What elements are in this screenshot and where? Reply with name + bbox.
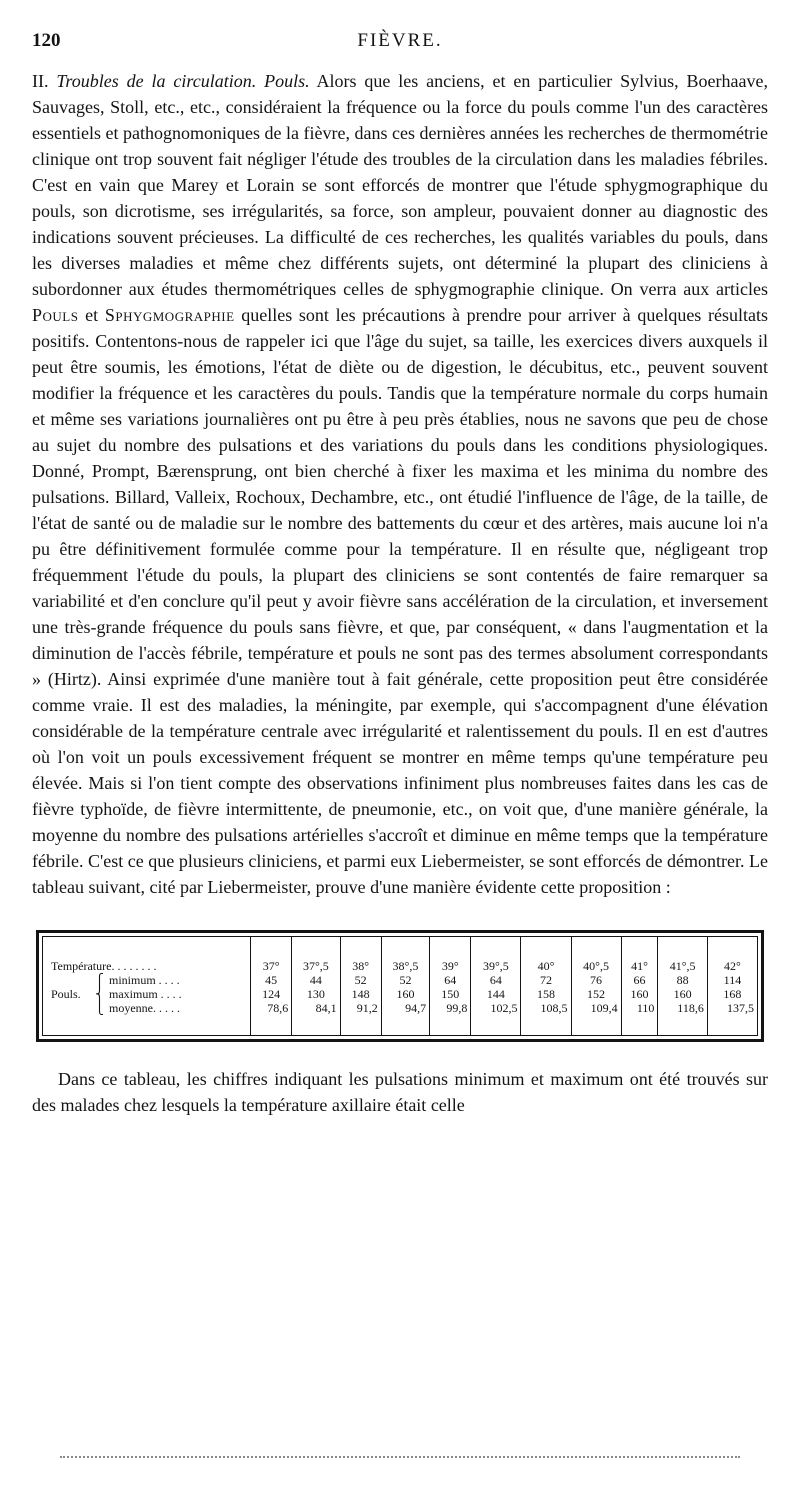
running-header [32, 30, 768, 54]
table-cell: 41° [621, 937, 658, 974]
table-cell: 64 [471, 973, 521, 987]
table-cell: 158 [521, 987, 571, 1001]
table-cell: 88 [658, 973, 707, 987]
table-cell: 168 [707, 987, 757, 1001]
text-segment: et [78, 305, 105, 325]
table-cell: 39°,5 [471, 937, 521, 974]
table-cell: 160 [381, 987, 429, 1001]
table-cell: 102,5 [471, 1001, 521, 1036]
table-cell: 72 [521, 973, 571, 987]
table-cell: 66 [621, 973, 658, 987]
table-cell: 52 [381, 973, 429, 987]
row-moyenne [43, 1001, 758, 1036]
section-title: Troubles de la circulation. Pouls. [56, 71, 310, 91]
cross-reference-pouls: Pouls [32, 305, 79, 325]
table-cell: 38° [340, 937, 381, 974]
row-maximum [43, 987, 758, 1001]
table-cell: 37° [251, 937, 292, 974]
table-cell: 160 [658, 987, 707, 1001]
table-cell: 40° [521, 937, 571, 974]
cross-reference-sphygmographie: Sphygmographie [104, 305, 235, 325]
table-cell: 118,6 [658, 1001, 707, 1036]
page-number: 120 [32, 30, 61, 51]
table-cell: 148 [340, 987, 381, 1001]
table-cell: 124 [251, 987, 292, 1001]
table-cell: 152 [571, 987, 621, 1001]
table-cell: 91,2 [340, 1001, 381, 1036]
table-cell: 39° [430, 937, 471, 974]
section-number: II. [32, 71, 49, 91]
temperature-pulse-table [42, 936, 758, 1036]
table-cell: 144 [471, 987, 521, 1001]
table-cell: 130 [292, 987, 340, 1001]
table-cell: 38°,5 [381, 937, 429, 974]
table-cell: 37°,5 [292, 937, 340, 974]
table-cell: 41°,5 [658, 937, 707, 974]
table-cell: 44 [292, 973, 340, 987]
row-label: ⎩ moyenne. . . . . [95, 1001, 180, 1015]
row-label: Température. . . . . . . . [51, 959, 157, 973]
table-cell: 99,8 [430, 1001, 471, 1036]
table-cell: 76 [571, 973, 621, 987]
table-cell: 84,1 [292, 1001, 340, 1036]
table-cell: 42° [707, 937, 757, 974]
table-cell: 110 [621, 1001, 658, 1036]
table-cell: 114 [707, 973, 757, 987]
table-cell: 40°,5 [571, 937, 621, 974]
table-cell: 109,4 [571, 1001, 621, 1036]
page-footer-rule [60, 1456, 740, 1458]
text-segment: Alors que les anciens, et en particulier Sylvius, Boerhaave, Sauvages, Stoll, etc., etc., considéraient la fréquence ou la force du pouls comme l'un des caractères essentiels et pathognomoniques de la fièvre, dans ces dernières années les recherches de thermométrie clinique ont trop souvent fait négliger l'étude des troubles de la circulation dans les maladies fébriles. C'est en vain que Marey et Lorain se sont efforcés de montrer que l'étude sphygmographique du pouls, son dicrotisme, ses irrégularités, sa force, son ampleur, pouvaient donner au diagnostic des indications souvent précieuses. La difficulté de ces recherches, les qualités variables du pouls, dans les diverses maladies et même chez différents sujets, ont déterminé la plupart des cliniciens à subordonner aux études thermométriques celles de sphygmographie clinique. On verra aux articles [32, 71, 768, 299]
table-cell: 137,5 [707, 1001, 757, 1036]
running-head: FIÈVRE. [357, 30, 443, 51]
table-cell: 78,6 [251, 1001, 292, 1036]
text-segment: quelles sont les précautions à prendre pour arriver à quelques résultats positifs. Contentons-nous de rappeler ici que l'âge du sujet, sa taille, les exercices divers auxquels il peut être soumis, les émotions, l'état de diète ou de digestion, le décubitus, etc., peuvent souvent modifier la fréquence et les caractères du pouls. Tandis que la température normale du corps humain et même ses variations journalières ont pu être à peu près établies, nous ne savons que peu de chose au sujet du nombre des pulsations et des variations du pouls dans les conditions physiologiques. Donné, Prompt, Bærensprung, ont bien cherché à fixer les maxima et les minima du nombre des pulsations. Billard, Valleix, Rochoux, Dechambre, etc., ont étudié l'influence de l'âge, de la taille, de l'état de santé ou de maladie sur le nombre des battements du cœur et des artères, mais aucune loi n'a pu être définitivement formulée comme pour la température. Il en résulte que, négligeant trop fréquemment l'étude du pouls, la plupart des cliniciens se sont contentés de faire remarquer sa variabilité et d'en conclure qu'il peut y avoir fièvre sans accélération de la circulation, et inversement une très-grande fréquence du pouls sans fièvre, et que, par conséquent, « dans l'augmentation et la diminution de l'accès fébrile, température et pouls ne sont pas des termes absolument correspondants » (Hirtz). Ainsi exprimée d'une manière tout à fait générale, cette proposition peut être considérée comme vraie. Il est des maladies, la méningite, par exemple, qui s'accompagnent d'une élévation considérable de la température centrale avec irrégularité et ralentissement du pouls. Il en est d'autres où l'on voit un pouls excessivement fréquent se montrer en même temps qu'une température peu élevée. Mais si l'on tient compte des observations infiniment plus nombreuses faites dans les cas de fièvre typhoïde, de fièvre intermittente, de pneumonie, etc., on voit que, d'une manière générale, la moyenne du nombre des pulsations artérielles s'accroît et diminue en même temps que la température fébrile. C'est ce que plusieurs cliniciens, et parmi eux Liebermeister, se sont efforcés de démontrer. Le tableau suivant, cité par Liebermeister, prouve d'une manière évidente cette proposition : [32, 305, 768, 897]
paragraph-circulation [32, 68, 768, 900]
row-label: Pouls. ⎨ maximum . . . . [51, 987, 182, 1001]
page [32, 30, 768, 1118]
row-temperature [43, 937, 758, 974]
table-cell: 52 [340, 973, 381, 987]
table-cell: 160 [621, 987, 658, 1001]
main-text [32, 68, 768, 900]
row-minimum [43, 973, 758, 987]
pouls-label: Pouls. [51, 987, 81, 1001]
table-cell: 45 [251, 973, 292, 987]
table-cell: 150 [430, 987, 471, 1001]
row-label: ⎧ minimum . . . . [95, 973, 180, 987]
paragraph-after-table: Dans ce tableau, les chiffres indiquant les pulsations minimum et maximum ont été trouvés sur des malades chez lesquels la température axillaire était celle [32, 1069, 768, 1115]
table-frame [36, 930, 764, 1042]
table-cell: 64 [430, 973, 471, 987]
table-cell: 94,7 [381, 1001, 429, 1036]
table-cell: 108,5 [521, 1001, 571, 1036]
